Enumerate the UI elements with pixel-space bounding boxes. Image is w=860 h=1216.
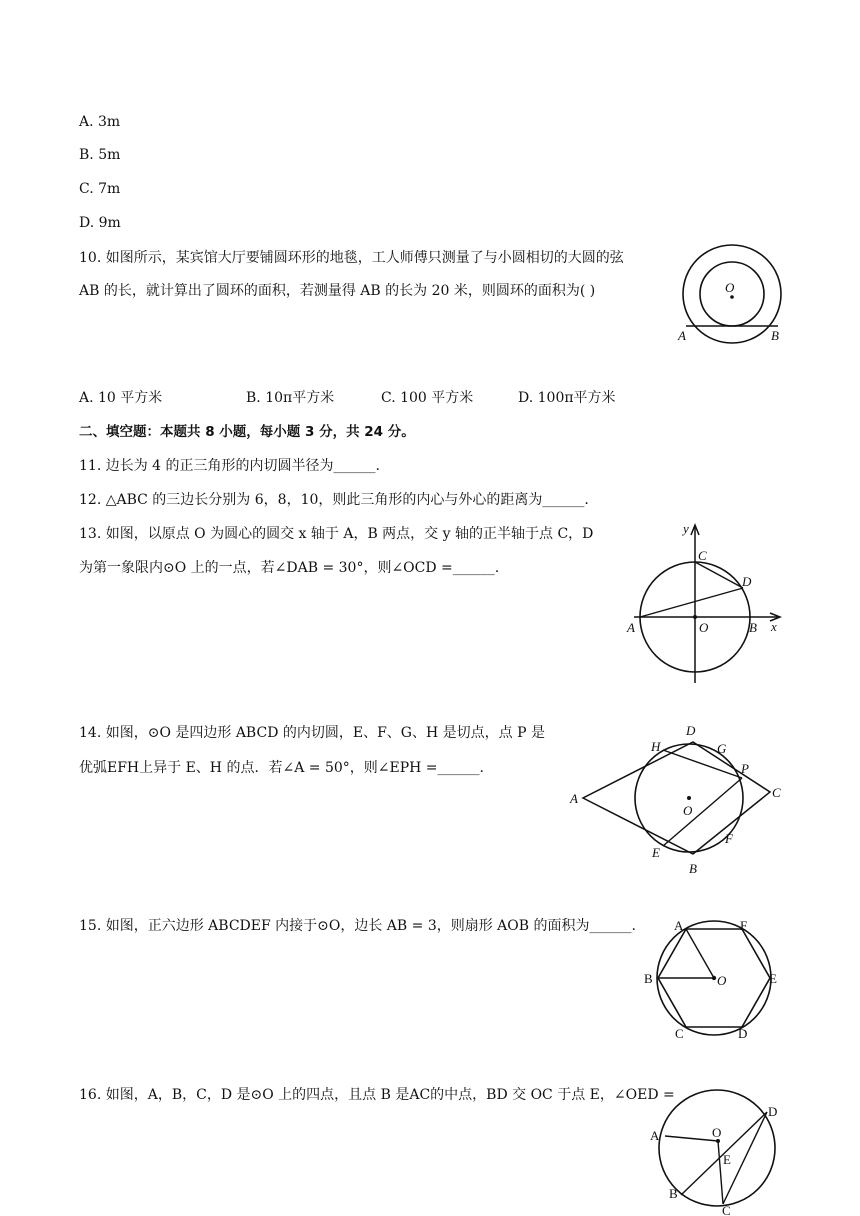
q14-label-d: D xyxy=(686,723,696,738)
q10-option-b: B. 10π平方米 xyxy=(246,390,335,406)
q16-figure xyxy=(645,1080,790,1216)
q10-option-d: D. 100π平方米 xyxy=(518,390,616,406)
q14-text-line1: 14. 如图，⊙O 是四边形 ABCD 的内切圆，E、F、G、H 是切点，点 P 是 xyxy=(79,725,545,741)
q16-label-o: O xyxy=(712,1125,722,1140)
q16-label-b: B xyxy=(669,1186,678,1201)
section-heading: 二、填空题：本题共 8 小题，每小题 3 分，共 24 分。 xyxy=(79,424,415,440)
q12-text: 12. △ABC 的三边长分别为 6，8，10，则此三角形的内心与外心的距离为______. xyxy=(79,492,589,508)
q16-label-e: E xyxy=(723,1152,731,1167)
q10-text-line2: AB 的长，就计算出了圆环的面积，若测量得 AB 的长为 20 米，则圆环的面积为( ) xyxy=(79,283,596,299)
q10-option-a: A. 10 平方米 xyxy=(79,390,163,406)
q13-label-a: A xyxy=(627,620,635,635)
q11-text: 11. 边长为 4 的正三角形的内切圆半径为______. xyxy=(79,458,380,474)
q9-option-d: D. 9m xyxy=(79,215,121,231)
q15-label-c: C xyxy=(675,1026,684,1041)
q16-label-a: A xyxy=(650,1128,660,1143)
q15-label-d: D xyxy=(738,1026,748,1041)
q15-label-a: A xyxy=(674,918,684,933)
q15-label-b: B xyxy=(644,971,653,986)
q10-option-c: C. 100 平方米 xyxy=(381,390,474,406)
q13-figure xyxy=(620,515,790,690)
q14-label-c: C xyxy=(772,785,781,800)
q13-text-line2: 为第一象限内⊙O 上的一点，若∠DAB = 30°，则∠OCD =______. xyxy=(79,560,500,576)
q10-label-a: A xyxy=(678,328,686,343)
q14-label-h: H xyxy=(651,739,661,754)
q13-label-d: D xyxy=(742,574,752,589)
q14-label-a: A xyxy=(570,791,578,806)
q15-label-e: E xyxy=(769,971,777,986)
q14-label-o: O xyxy=(683,803,693,818)
q15-label-o: O xyxy=(717,973,727,988)
q9-option-c: C. 7m xyxy=(79,181,121,197)
q14-label-b: B xyxy=(689,861,697,876)
q10-label-o: O xyxy=(725,280,735,295)
q9-option-b: B. 5m xyxy=(79,147,121,163)
q16-label-d: D xyxy=(768,1104,778,1119)
q15-text: 15. 如图，正六边形 ABCDEF 内接于⊙O，边长 AB = 3，则扇形 AOB 的面积为______. xyxy=(79,918,636,934)
q15-label-f: F xyxy=(740,918,748,933)
q10-label-b: B xyxy=(771,328,779,343)
q14-label-e: E xyxy=(652,845,660,860)
q16-text: 16. 如图，A，B，C，D 是⊙O 上的四点，且点 B 是AC的中点，BD 交 OC 于点 E，∠OED = xyxy=(79,1087,675,1103)
q13-text-line1: 13. 如图，以原点 O 为圆心的圆交 x 轴于 A，B 两点，交 y 轴的正半轴于点 C，D xyxy=(79,526,594,542)
q13-label-y: y xyxy=(683,521,689,536)
q13-label-b: B xyxy=(749,620,757,635)
q16-label-c: C xyxy=(722,1203,731,1216)
q10-text-line1: 10. 如图所示，某宾馆大厅要铺圆环形的地毯，工人师傅只测量了与小圆相切的大圆的弦 xyxy=(79,250,624,266)
q14-label-p: P xyxy=(741,761,749,776)
q14-label-g: G xyxy=(717,741,727,756)
q13-label-c: C xyxy=(698,548,707,563)
q9-option-a: A. 3m xyxy=(79,114,121,130)
q14-figure xyxy=(565,718,790,878)
q13-label-o: O xyxy=(699,620,709,635)
q15-figure xyxy=(640,910,785,1045)
q13-label-x: x xyxy=(771,619,777,634)
q10-figure xyxy=(670,240,790,350)
q14-text-line2: 优弧EFH上异于 E、H 的点．若∠A = 50°，则∠EPH =______. xyxy=(79,760,484,776)
q14-label-f: F xyxy=(725,831,733,846)
